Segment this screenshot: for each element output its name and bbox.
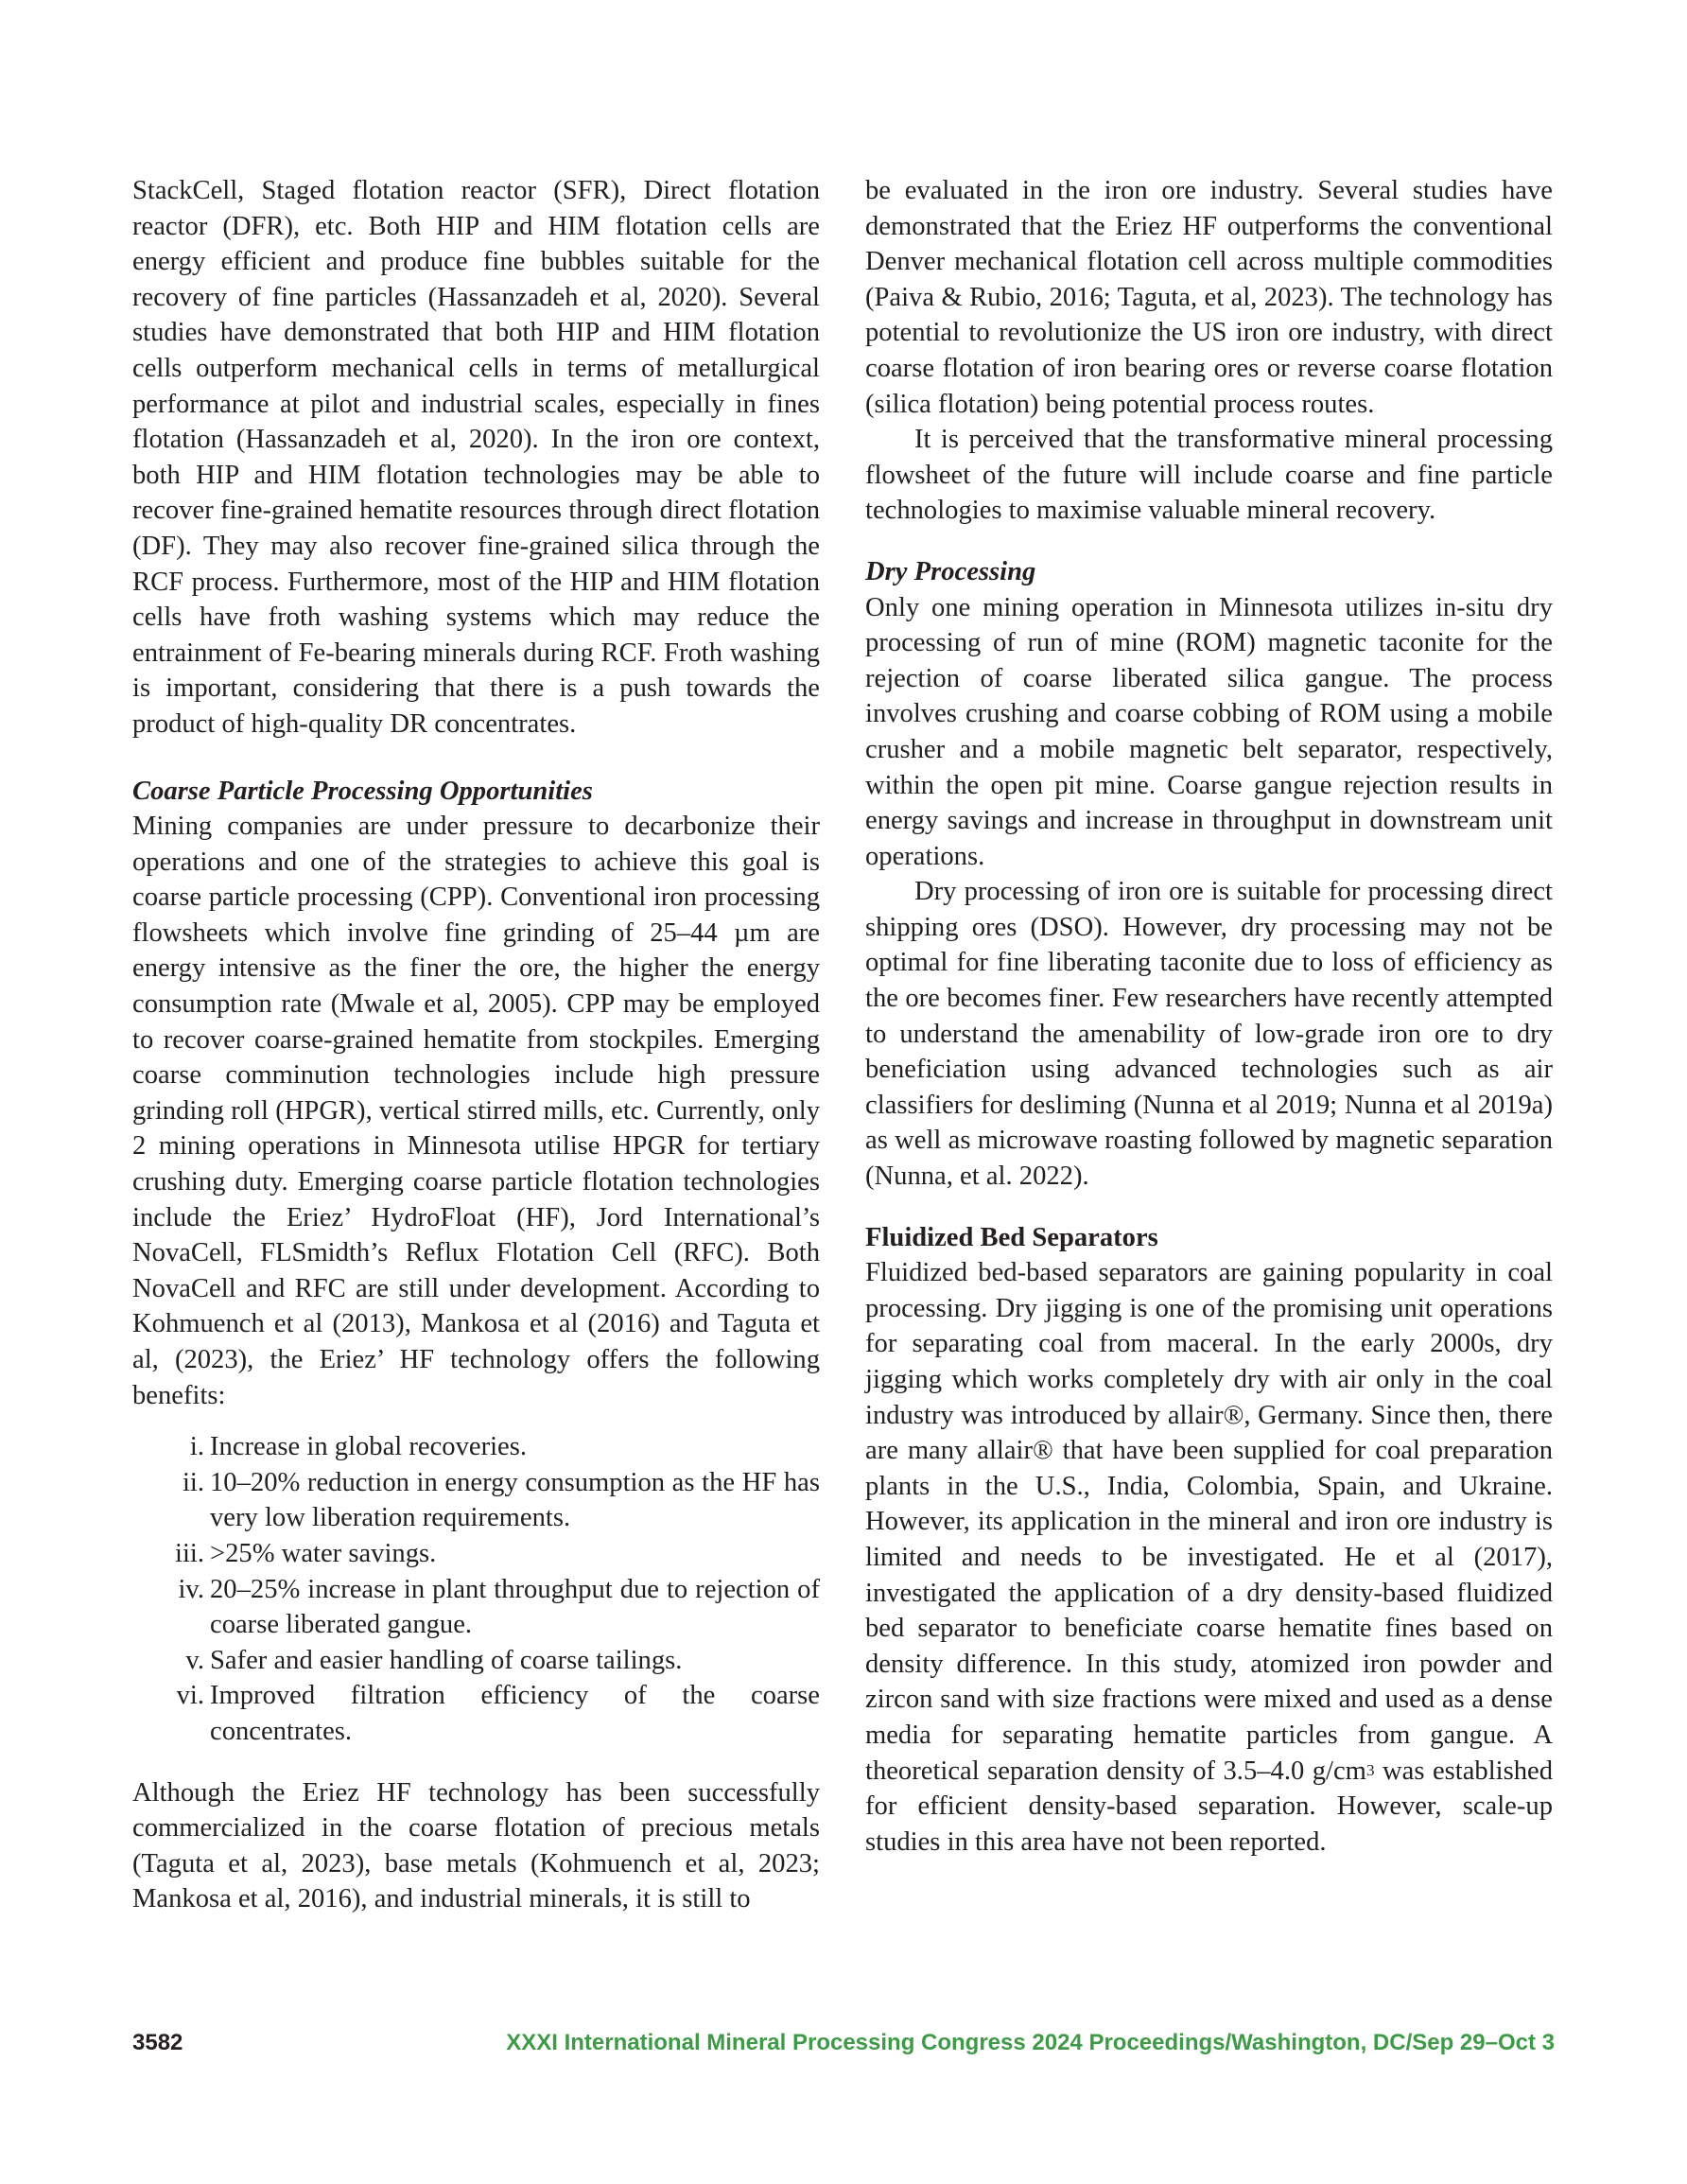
list-item: iv. 20–25% increase in plant throughput due to rejection of coarse liberated gangue. (178, 1574, 820, 1640)
paragraph-text: Fluidized bed-based separators are gaining popularity in coal processing. Dry jigging is one of the promising unit operations for separating coal from maceral. In the early 2000s, dry jigging which works completely dry with air only in the coal industry was introduced by allair®, Germany. Since then, there are many allair® that have been supplied for coal preparation plants in the U.S., India, Colombia, Spain, and Ukraine. However, its application in the mineral and iron ore industry is limited and needs to be investigated. He et al (2017), investigated the application of a dry density-based fluidized bed separator to beneficiate coarse hematite fines based on density difference. In this study, atomized iron powder and zircon sand with size fractions were mixed and used as a dense media for separating hematite particles from gangue. A theoretical separation density of 3.5–4.0 g/cm (865, 1258, 1553, 1786)
left-column (132, 173, 820, 1917)
paragraph: Mining companies are under pressure to decarbonize their operations and one of the strategies to achieve this goal is coarse particle processing (CPP). Conventional iron processing flowsheets which involve fine grinding of 25–44 µm are energy intensive as the finer the ore, the higher the energy consumption rate (Mwale et al, 2005). CPP may be employed to recover coarse-grained hematite from stockpiles. Emerging coarse comminution technologies include high pressure grinding roll (HPGR), vertical stirred mills, etc. Currently, only 2 mining operations in Minnesota utilise HPGR for tertiary crushing duty. Emerging coarse particle flotation technologies include the Eriez’ HydroFloat (HF), Jord International’s NovaCell, FLSmidth’s Reflux Flotation Cell (RFC). Both NovaCell and RFC are still under development. According to Kohmuench et al (2013), Mankosa et al (2016) and Taguta et al, (2023), the Eriez’ HF technology offers the following benefits: (132, 812, 820, 1410)
paragraph: StackCell, Staged flotation reactor (SFR), Direct flotation reactor (DFR), etc. Both HIP and HIM flotation cells are energy efficient and produce fine bubbles suitable for the recovery of fine particles (Hassanzadeh et al, 2020). Several studies have demonstrated that both HIP and HIM flotation cells outperform mechanical cells in terms of metallurgical performance at pilot and industrial scales, especially in fines flotation (Hassanzadeh et al, 2020). In the iron ore context, both HIP and HIM flotation technologies may be able to recover fine-grained hematite resources through direct flotation (DF). They may also recover fine-grained silica through the RCF process. Furthermore, most of the HIP and HIM flotation cells have froth washing systems which may reduce the entrainment of Fe-bearing minerals during RCF. Froth washing is important, considering that there is a push towards the product of high-quality DR concentrates. (132, 176, 820, 739)
page-footer (132, 2030, 1555, 2062)
benefits-list (132, 1429, 820, 1749)
paragraph: Although the Eriez HF technology has been successfully commercialized in the coarse flotation of precious metals (Taguta et al, 2023), base metals (Kohmuench et al, 2023; Mankosa et al, 2016), and industrial minerals, it is still to (132, 1777, 820, 1914)
list-item: iii. >25% water savings. (175, 1538, 437, 1568)
list-item: i. Increase in global recoveries. (189, 1432, 528, 1462)
paragraph: Only one mining operation in Minnesota utilizes in-situ dry processing of run of mine (ROM) magnetic taconite for the rejection of coarse liberated silica gangue. The process involves crushing and coarse cobbing of ROM using a mobile crusher and a mobile magnetic belt separator, respectively, within the open pit mine. Coarse gangue rejection results in energy savings and increase in throughput in downstream unit operations. (865, 592, 1553, 871)
paragraph-text: was established for efficient density-based separation. However, scale-up studies in this area have not been reported. (865, 1756, 1553, 1857)
list-item: ii. 10–20% reduction in energy consumption as the HF has very low liberation requirements. (182, 1467, 820, 1533)
page-number: 3582 (132, 2030, 183, 2055)
paragraph: Dry processing of iron ore is suitable for processing direct shipping ores (DSO). However, dry processing may not be optimal for fine liberating taconite due to loss of efficiency as the ore becomes finer. Few researchers have recently attempted to understand the amenability of low-grade iron ore to dry beneficiation using advanced technologies such as air classifiers for desliming (Nunna et al 2019; Nunna et al 2019a) as well as microwave roasting followed by magnetic separation (Nunna, et al. 2022). (865, 877, 1553, 1192)
section-heading: Coarse Particle Processing Opportunities (132, 776, 593, 806)
superscript: 3 (1365, 1761, 1375, 1780)
list-item: vi. Improved filtration efficiency of the coarse concentrates. (176, 1681, 820, 1746)
paragraph (865, 1255, 1553, 1860)
journal-title: XXXI International Mineral Processing Congress 2024 Proceedings/Washington, DC/Sep 29–Oct 3 (506, 2030, 1555, 2055)
section-heading: Fluidized Bed Separators (865, 1222, 1158, 1252)
section-heading: Dry Processing (865, 556, 1036, 586)
paragraph: be evaluated in the iron ore industry. Several studies have demonstrated that the Eriez HF outperforms the conventional Denver mechanical flotation cell across multiple commodities (Paiva & Rubio, 2016; Taguta, et al, 2023). The technology has potential to revolutionize the US iron ore industry, with direct coarse flotation of iron bearing ores or reverse coarse flotation (silica flotation) being potential process routes. (865, 176, 1553, 419)
paragraph: It is perceived that the transformative mineral processing flowsheet of the future will include coarse and fine particle technologies to maximise valuable mineral recovery. (865, 425, 1553, 526)
right-column (865, 173, 1553, 1860)
list-item: v. Safer and easier handling of coarse tailings. (185, 1645, 683, 1675)
